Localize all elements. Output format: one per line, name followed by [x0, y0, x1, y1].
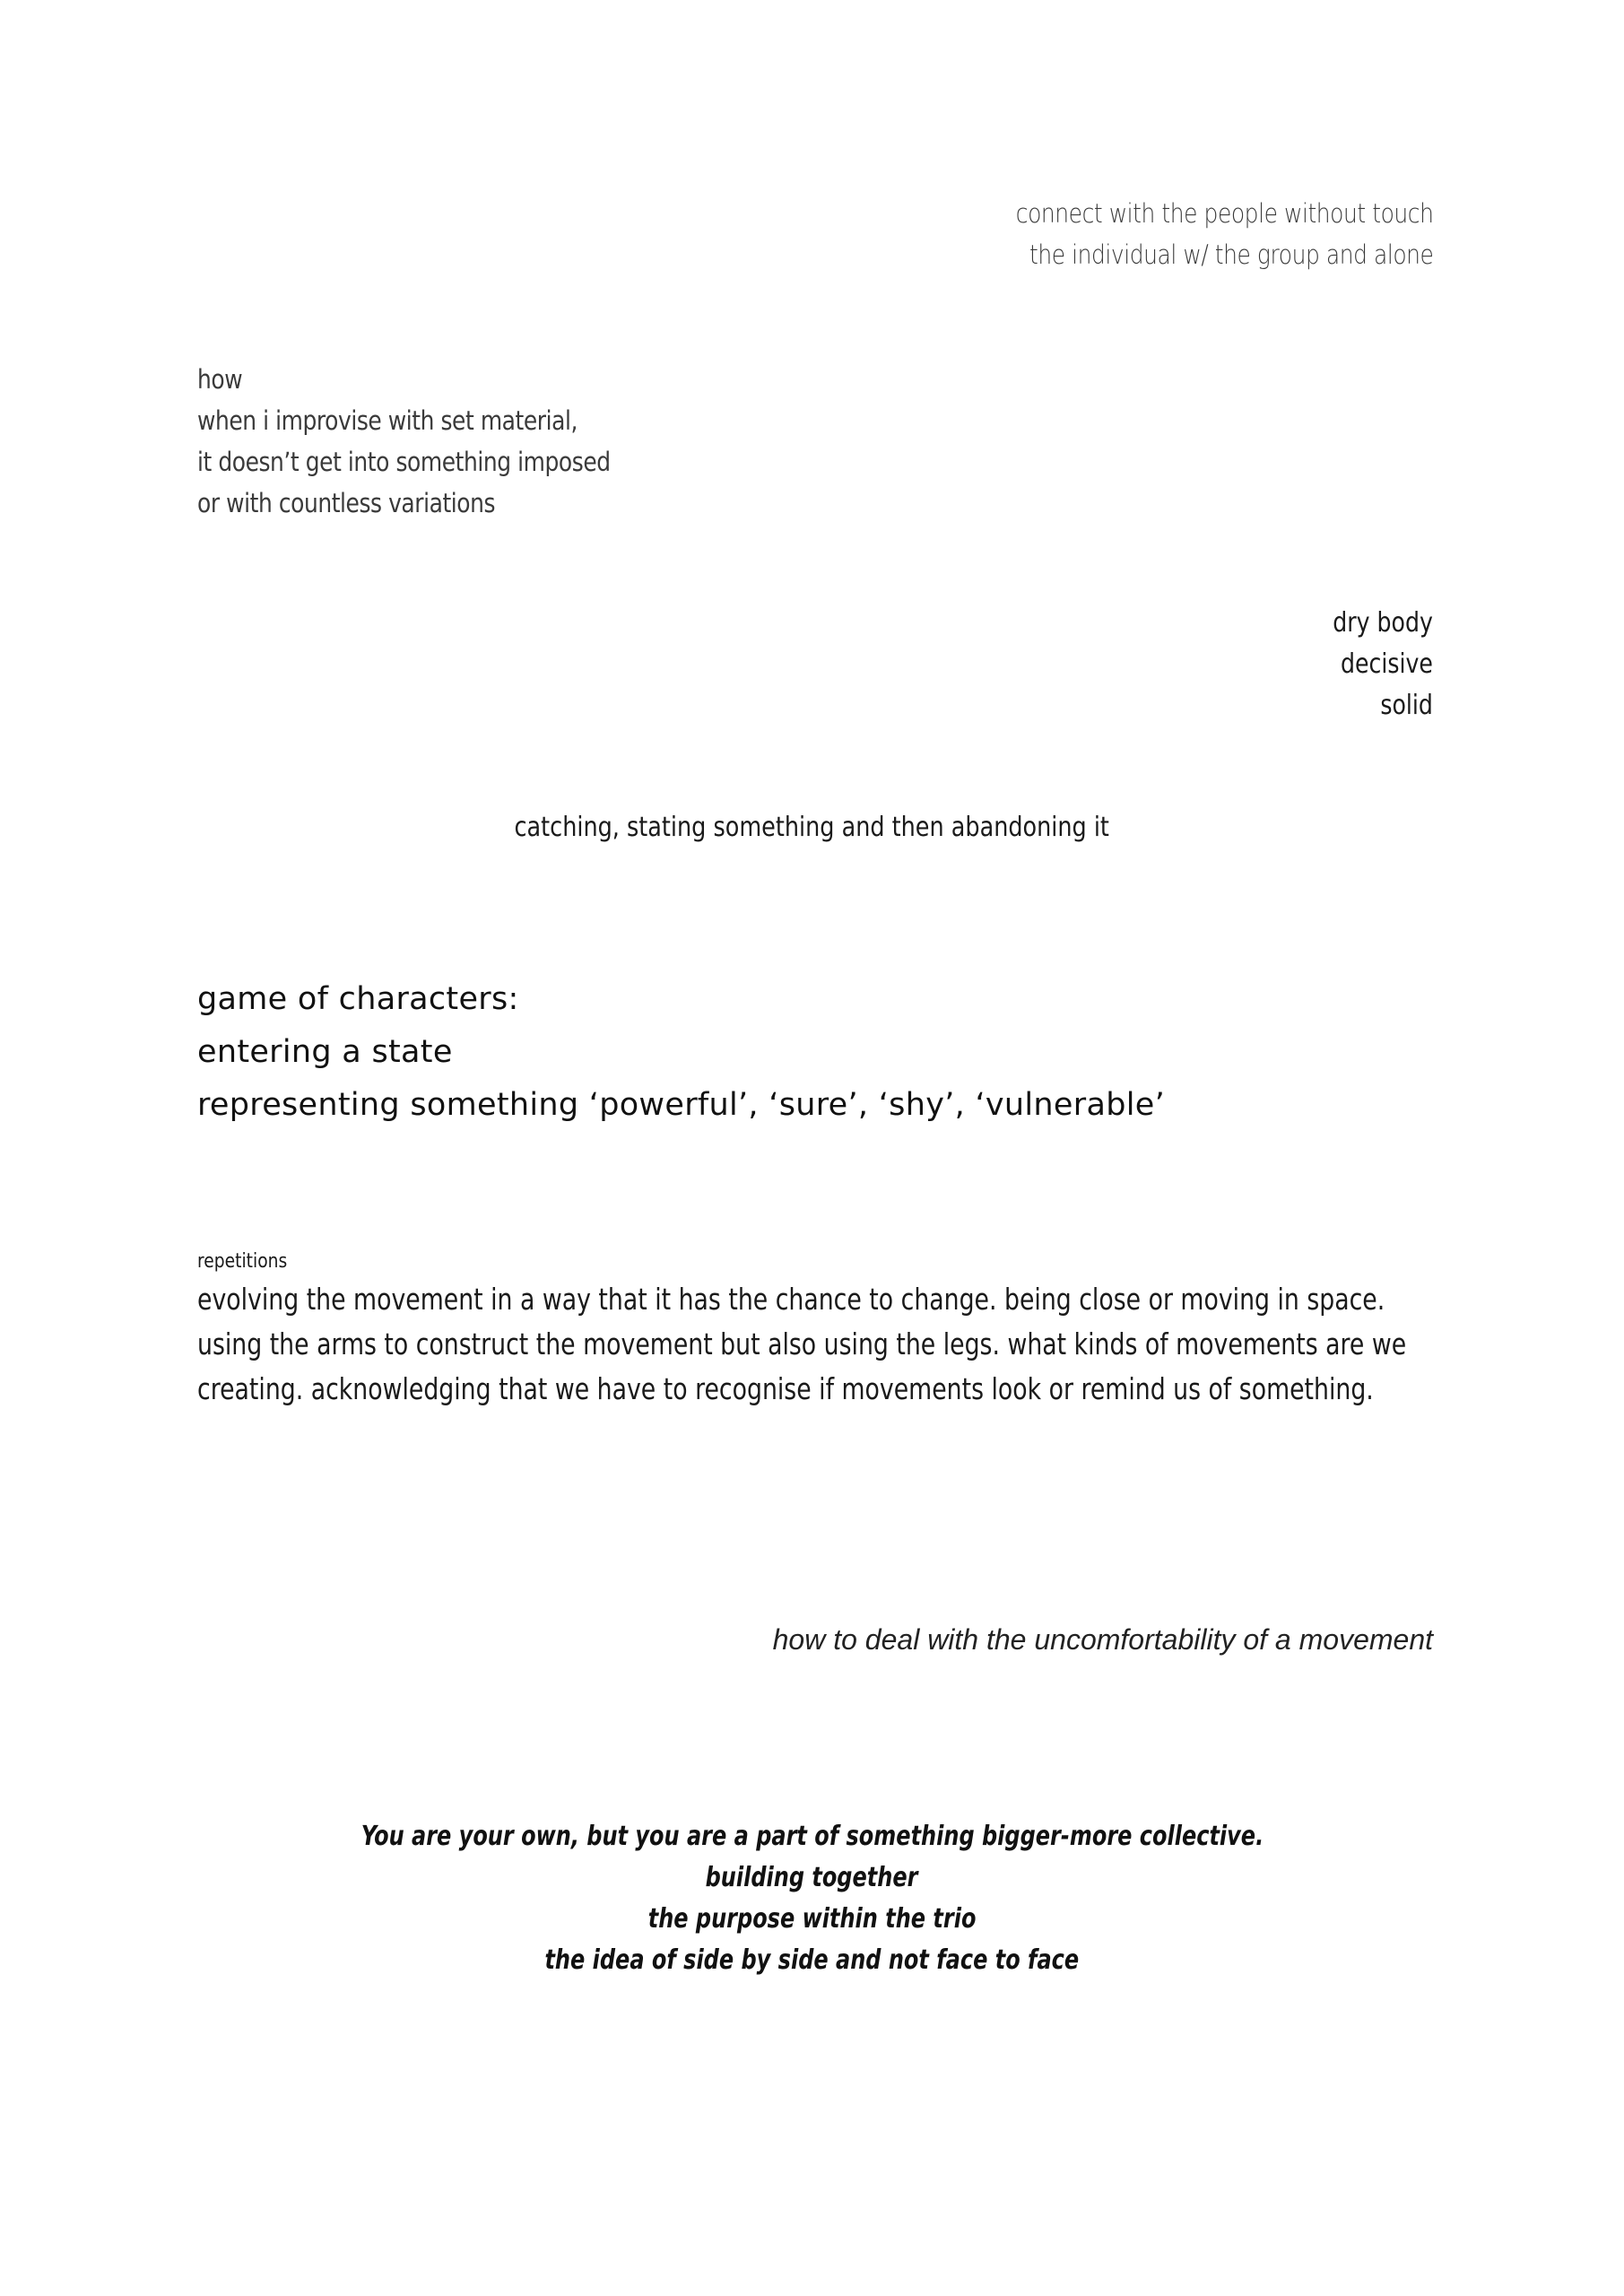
- uncomfortability-note: [773, 1620, 1433, 1659]
- repetitions-line-1: evolving the movement in a way that it has the chance to change. being close or moving in space.: [197, 1282, 1385, 1317]
- collective-line-2: building together: [706, 1862, 918, 1893]
- how-line-4: or with countless variations: [197, 488, 496, 518]
- repetitions-label: repetitions: [197, 1250, 288, 1273]
- game-line-1: game of characters:: [197, 981, 519, 1017]
- uncomfortability-line: how to deal with the uncomfortability of a movement: [772, 1623, 1433, 1656]
- connect-line-2: the individual w/ the group and alone: [1029, 239, 1433, 270]
- collective-line-2-wrap: [0, 1857, 1624, 1899]
- dry-line-3: solid: [1380, 690, 1433, 721]
- connect-note: [1015, 193, 1433, 275]
- collective-line-4-wrap: [0, 1940, 1624, 1981]
- repetitions-line-3: creating. acknowledging that we have to recognise if movements look or remind us of something.: [197, 1371, 1374, 1406]
- collective-note: [0, 1816, 1624, 1981]
- dry-line-1: dry body: [1333, 607, 1433, 639]
- game-line-3: representing something ‘powerful’, ‘sure’, ‘shy’, ‘vulnerable’: [197, 1087, 1165, 1123]
- collective-line-1: You are your own, but you are a part of something bigger-more collective.: [360, 1821, 1264, 1852]
- how-line-3: it doesn’t get into something imposed: [197, 447, 611, 477]
- connect-line-1: connect with the people without touch: [1015, 198, 1433, 229]
- how-line-1: how: [197, 364, 243, 395]
- collective-line-1-wrap: [0, 1816, 1624, 1857]
- game-line-2: entering a state: [197, 1034, 453, 1070]
- repetitions-note: [197, 1247, 1624, 1412]
- game-of-characters-note: [197, 973, 1165, 1132]
- dry-line-2: decisive: [1341, 648, 1433, 680]
- how-line-2: when i improvise with set material,: [197, 405, 578, 436]
- catching-line: catching, stating something and then abandoning it: [514, 812, 1110, 843]
- improvise-note: [197, 359, 611, 524]
- collective-line-3-wrap: [0, 1899, 1624, 1940]
- repetitions-line-2: using the arms to construct the movement but also using the legs. what kinds of movements are we: [197, 1326, 1407, 1361]
- collective-line-4: the idea of side by side and not face to face: [544, 1944, 1080, 1976]
- catching-note: [0, 807, 1624, 848]
- dry-body-note: [1333, 603, 1433, 726]
- collective-line-3: the purpose within the trio: [647, 1903, 977, 1935]
